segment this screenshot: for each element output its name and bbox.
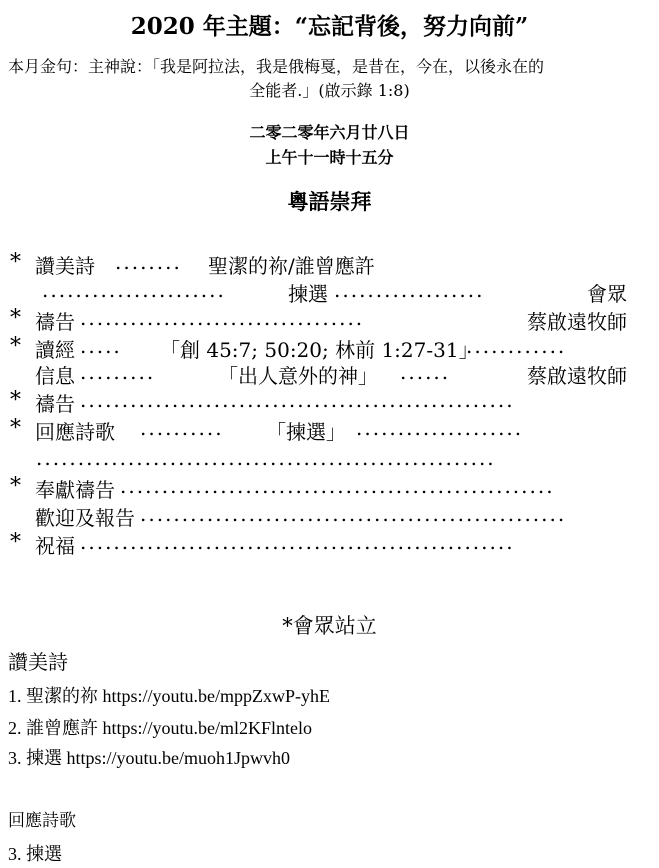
order-row-welcome [0,502,659,528]
order-item-label: 祝福 [35,534,75,558]
standing-marker: * [10,474,21,499]
leader-dots: ........ [115,250,182,274]
response-hymn-header: 回應詩歌 [8,811,76,830]
response-hymn-title: 「揀選」 [266,420,346,444]
order-row-offering-prayer [0,474,659,500]
order-item-label: 禱告 [35,392,75,416]
order-row-scripture [0,334,659,360]
leader-name: 蔡啟遠牧師 [527,310,627,334]
order-item-label: 讚美詩 [35,254,95,278]
service-time: 上午十一時十五分 [265,148,394,167]
standing-marker: * [10,250,21,275]
order-item-label: 回應詩歌 [35,420,115,444]
order-item-label: 信息 [35,364,75,388]
hymn-link-3[interactable]: 3. 揀選 https://youtu.be/muoh1Jpwvh0 [8,748,291,768]
hymn-titles: 聖潔的祢/誰曾應許 [208,254,375,278]
standing-marker: * [10,388,21,413]
hymn-link-1[interactable]: 1. 聖潔的祢 https://youtu.be/mppZxwP-yhE [8,686,330,706]
standing-note: *會眾站立 [282,614,377,638]
leader-dots: .................................................... [80,388,515,412]
leader-dots: ......... [80,360,156,384]
order-item-label: 讀經 [35,338,75,362]
scripture-reference: 「創 45:7; 50:20; 林前 1:27-31」 [160,338,479,362]
leader-dots: ..... [80,334,122,358]
monthly-verse-line2: 全能者.」(啟示錄 1:8) [249,81,410,100]
order-row-response-hymn [0,416,659,442]
hymn-link-2[interactable]: 2. 誰曾應許 https://youtu.be/ml2KFlntelo [8,718,313,738]
order-item-label: 禱告 [35,310,75,334]
service-heading: 粵語崇拜 [287,189,372,214]
leader-dots: .......... [140,416,224,440]
order-row-prayer-2 [0,388,659,414]
sermon-title: 「出人意外的神」 [218,364,378,388]
standing-marker: * [10,416,21,441]
leader-dots: ................................................... [140,502,567,526]
leader-dots: ...................... [42,278,226,302]
standing-marker: * [10,530,21,555]
order-item-label: 歡迎及報告 [35,506,135,530]
hymns-header: 讚美詩 [8,652,68,674]
leader-dots: .................................................... [80,530,515,554]
leader-dots: .................................. [80,306,365,330]
leader-name: 會眾 [587,282,627,306]
hymn-title: 揀選 [288,282,328,306]
leader-dots: .................... [356,416,524,440]
standing-marker: * [10,334,21,359]
document-title: 2020 年主題：“忘記背後，努力向前” [130,13,529,40]
leader-dots: ....................................................... [36,446,496,470]
order-row-benediction [0,530,659,556]
order-row-hymn [0,250,659,276]
standing-marker: * [10,306,21,331]
response-hymn-item: 3. 揀選 [8,844,62,864]
leader-dots: .................. [334,278,485,302]
order-row-blank [0,446,659,472]
order-item-label: 奉獻禱告 [35,478,115,502]
order-row-sermon [0,360,659,386]
monthly-verse-line1: 本月金句：主神說：「我是阿拉法，我是俄梅戛，是昔在，今在，以後永在的 [8,57,545,76]
leader-dots: ...... [400,360,451,384]
order-row-prayer [0,306,659,332]
preacher-name: 蔡啟遠牧師 [527,364,627,388]
leader-dots: .................................................... [120,474,555,498]
leader-dots: ............ [466,334,567,358]
order-row-hymn-continued [0,278,659,304]
service-date: 二零二零年六月廿八日 [249,123,410,142]
